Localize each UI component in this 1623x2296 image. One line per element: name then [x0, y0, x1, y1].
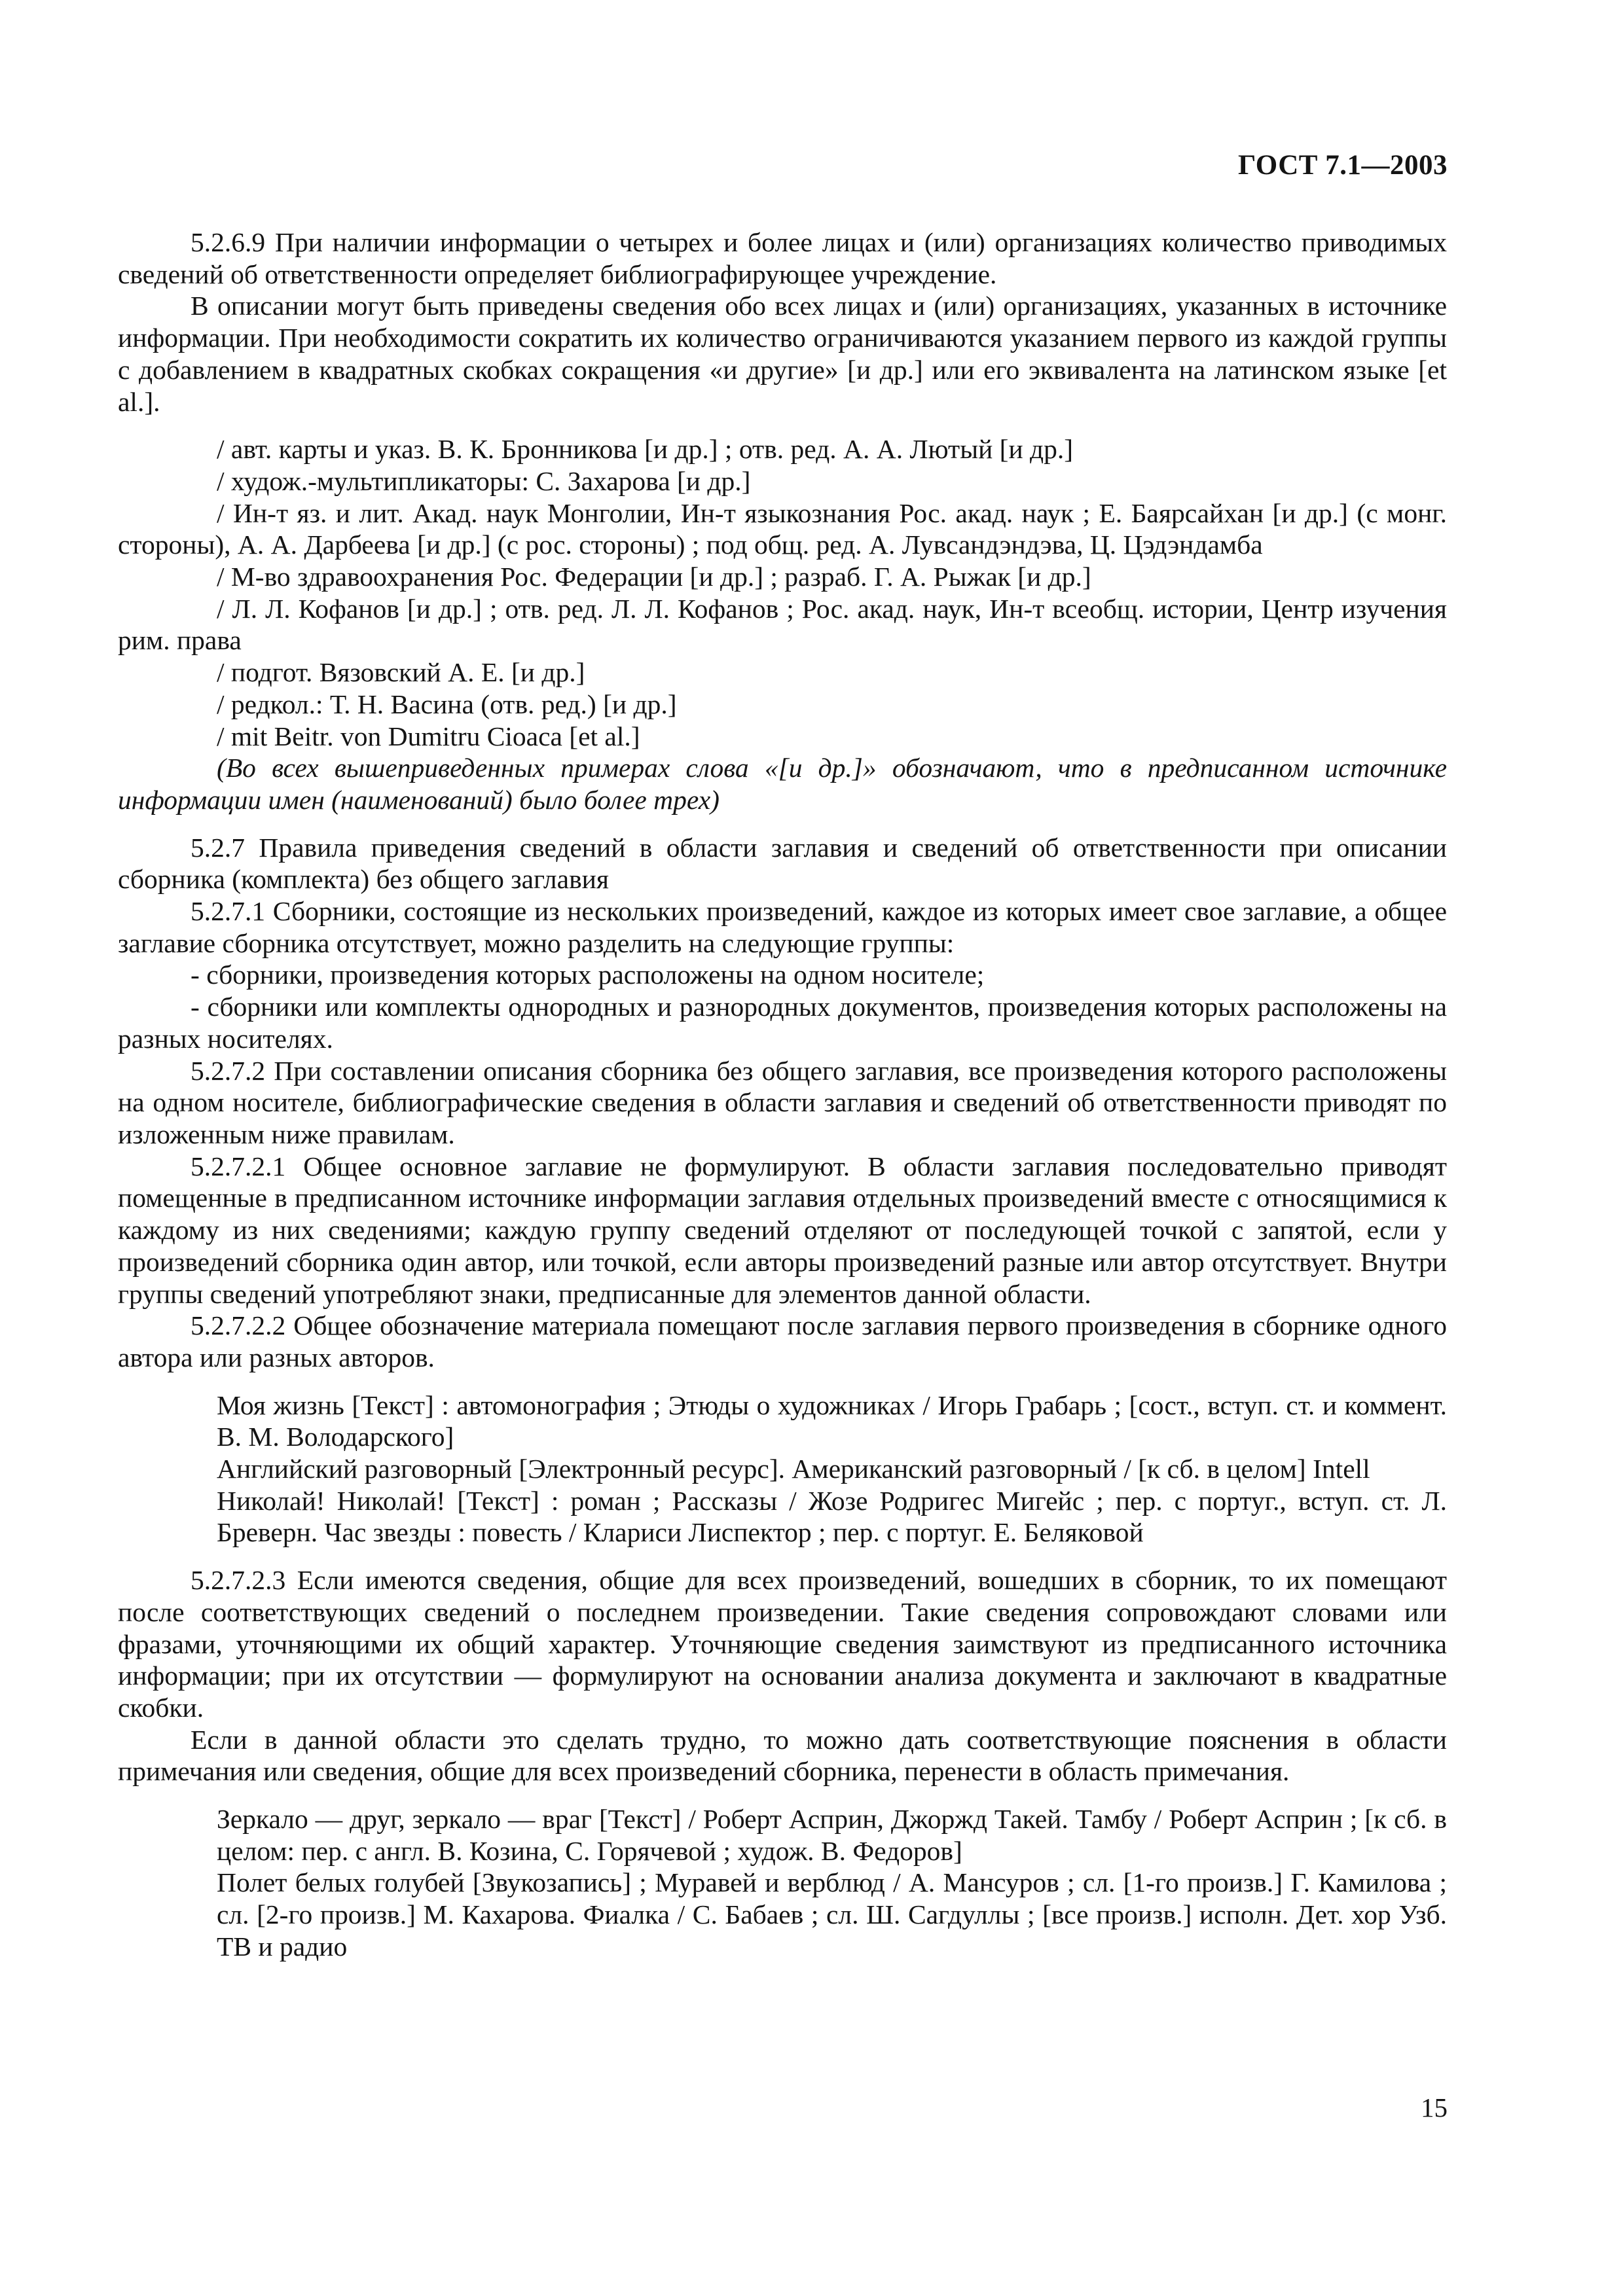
paragraph-5-2-7-2-3: 5.2.7.2.3 Если имеются сведения, общие для всех произведений, вошедших в сборник, то их помещают после соответствующих сведений о последнем произведении. Такие сведения сопровождают словами или фразами, уточняющими их общий характер. Уточняющие сведения заимствуют из предписанного источника информации; при их отсутствии — формулируют на основании анализа документа и заключают в квадратные скобки. [118, 1565, 1447, 1723]
spacer [118, 1549, 1447, 1564]
example-line: Николай! Николай! [Текст] : роман ; Рассказы / Жозе Родригес Мигейс ; пер. с португ., вступ. ст. Л. Бреверн. Час звезды : повесть / Клариси Лиспектор ; пер. с португ. Е. Беляковой [217, 1485, 1447, 1548]
example-line: Моя жизнь [Текст] : автомонография ; Этюды о художниках / Игорь Грабарь ; [сост., вступ. ст. и коммент. В. М. Володарского] [217, 1390, 1447, 1452]
paragraph-5-2-7-2-1: 5.2.7.2.1 Общее основное заглавие не формулируют. В области заглавия последовательно приводят помещенные в предписанном источнике информации заглавия отдельных произведений вместе с относящимися к каждому из них сведениями; каждую группу сведений отделяют от последующей точкой с запятой, если у произведений сборника один автор, или точкой, если авторы произведений разные или автор отсутствует. Внутри группы сведений употребляют знаки, предписанные для элементов данной области. [118, 1151, 1447, 1309]
standard-header: ГОСТ 7.1—2003 [1238, 150, 1448, 181]
example-line: / авт. карты и указ. В. К. Бронникова [и др.] ; отв. ред. А. А. Лютый [и др.] [217, 434, 1074, 465]
spacer [118, 1374, 1447, 1390]
paragraph-description: В описании могут быть приведены сведения обо всех лицах и (или) организациях, указанных в источнике информации. При необходимости сократить их количество ограничиваются указанием первого из каждой группы с добавлением в квадратных скобках сокращения «и другие» [и др.] или его эквивалента на латинском языке [et al.]. [118, 291, 1447, 417]
paragraph-5-2-7-2: 5.2.7.2 При составлении описания сборника без общего заглавия, все произведения которого расположены на одном носителе, библиографические сведения в области заглавия и сведений об ответственности приводят по изложенным ниже правилам. [118, 1055, 1447, 1149]
paragraph-5-2-7-1: 5.2.7.1 Сборники, состоящие из нескольких произведений, каждое из которых имеет свое заглавие, а общее заглавие сборника отсутствует, можно разделить на следующие группы: [118, 896, 1447, 958]
paragraph-5-2-7: 5.2.7 Правила приведения сведений в области заглавия и сведений об ответственности при описании сборника (комплекта) без общего заглавия [118, 832, 1447, 895]
example-line: Полет белых голубей [Звукозапись] ; Муравей и верблюд / А. Мансуров ; сл. [1-го произв.] Г. Камилова ; сл. [2-го произв.] М. Кахарова. Фиалка / С. Бабаев ; сл. Ш. Сагдуллы ; [все произв.] исполн. Дет. хор Узб. ТВ и радио [217, 1867, 1447, 1962]
spacer [118, 816, 1447, 832]
example-line: / Л. Л. Кофанов [и др.] ; отв. ред. Л. Л. Кофанов ; Рос. акад. наук, Ин-т всеобщ. истории, Центр изучения рим. права [118, 593, 1447, 656]
paragraph-5-2-6-9: 5.2.6.9 При наличии информации о четырех и более лицах и (или) организациях количество приводимых сведений об ответственности определяет библиографирующее учреждение. [118, 227, 1447, 289]
list-item: - сборники или комплекты однородных и разнородных документов, произведения которых расположены на разных носителях. [118, 992, 1447, 1054]
example-line: / Ин-т яз. и лит. Акад. наук Монголии, Ин-т языкознания Рос. акад. наук ; Е. Баярсайхан [и др.] (с монг. стороны), А. А. Дарбеева [и др.] (с рос. стороны) ; под общ. ред. А. Лувсандэндэва, Ц. Цэдэндамба [118, 497, 1447, 560]
example-line: Зеркало — друг, зеркало — враг [Текст] / Роберт Асприн, Джоржд Такей. Тамбу / Роберт Асприн ; [к сб. в целом: пер. с англ. В. Козина, С. Горячевой ; худож. В. Федоров] [217, 1804, 1447, 1866]
document-body [118, 226, 1447, 1963]
example-line: / худож.-мультипликаторы: С. Захарова [и др.] [217, 465, 751, 496]
example-line: Английский разговорный [Электронный ресурс]. Американский разговорный / [к сб. в целом] Intell [217, 1454, 1370, 1484]
spacer [118, 1787, 1447, 1803]
paragraph-notes: Если в данной области это сделать трудно, то можно дать соответствующие пояснения в области примечания или сведения, общие для всех произведений сборника, перенести в область примечания. [118, 1724, 1447, 1787]
spacer [118, 418, 1447, 433]
page-number: 15 [1421, 2092, 1448, 2123]
examples-note: (Во всех вышеприведенных примерах слова «[и др.]» обозначают, что в предписанном источнике информации имен (наименований) было более трех) [118, 753, 1447, 815]
paragraph-5-2-7-2-2: 5.2.7.2.2 Общее обозначение материала помещают после заглавия первого произведения в сборнике одного автора или разных авторов. [118, 1310, 1447, 1372]
example-line: / редкол.: Т. Н. Васина (отв. ред.) [и др.] [217, 689, 677, 719]
example-line: / подгот. Вязовский А. Е. [и др.] [217, 657, 585, 688]
list-item: - сборники, произведения которых расположены на одном носителе; [191, 960, 985, 990]
example-line: / mit Beitr. von Dumitru Cioaca [et al.] [217, 721, 640, 751]
example-line: / М-во здравоохранения Рос. Федерации [и др.] ; разраб. Г. А. Рыжак [и др.] [217, 562, 1091, 592]
